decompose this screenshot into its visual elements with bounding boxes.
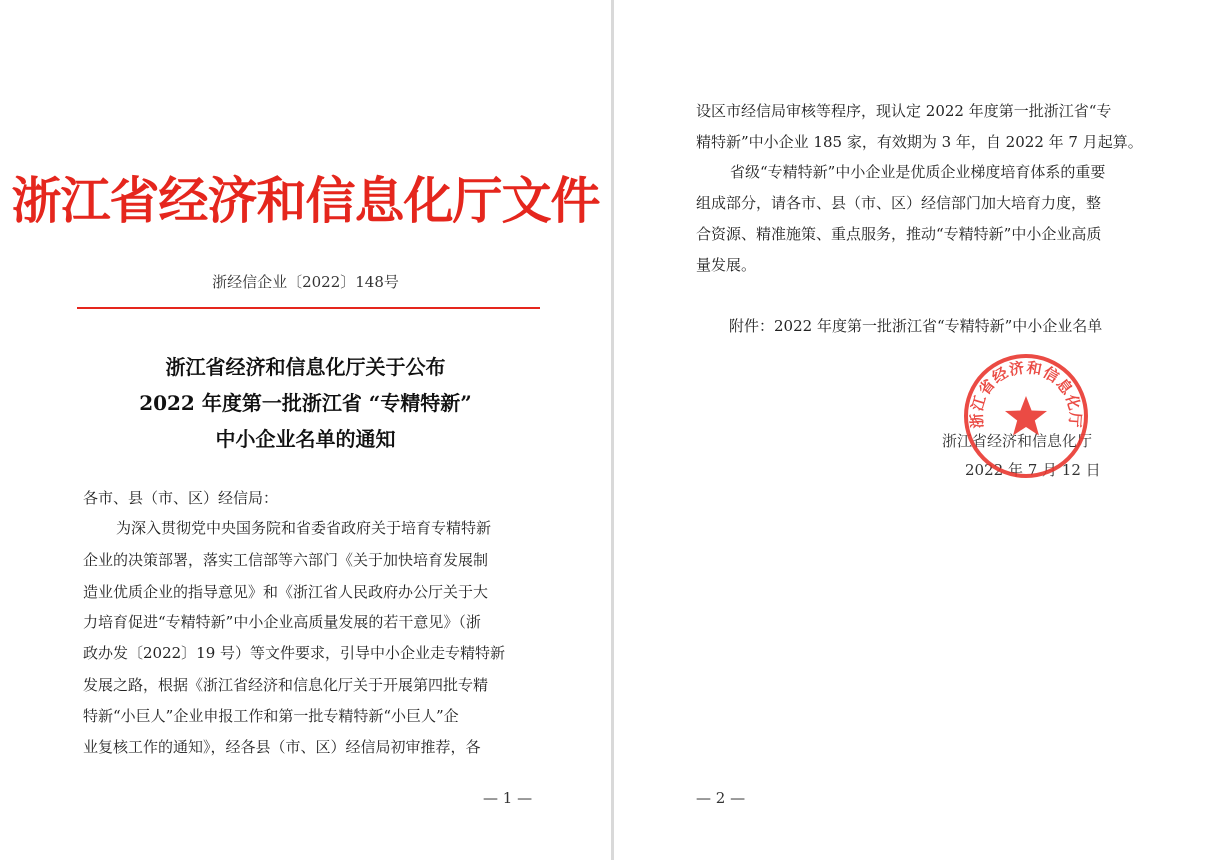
body-line: 省级“专精特新”中小企业是优质企业梯度培育体系的重要 <box>730 163 1106 181</box>
notice-title-line-2: 2022 年度第一批浙江省 “专精特新” <box>139 391 472 415</box>
body-line: 特新“小巨人”企业申报工作和第一批专精特新“小巨人”企 <box>83 707 459 725</box>
issue-date: 2022 年 7 月 12 日 <box>965 461 1101 479</box>
salutation: 各市、县（市、区）经信局： <box>83 489 279 507</box>
document-page-2 <box>614 0 1226 860</box>
official-seal-icon <box>962 352 1090 480</box>
document-header-title: 浙江省经济和信息化厅文件 <box>11 172 600 230</box>
body-line: 业复核工作的通知》，经各县（市、区）经信局初审推荐，各 <box>83 738 481 756</box>
attachment-line: 附件：2022 年度第一批浙江省“专精特新”中小企业名单 <box>729 317 1103 335</box>
body-line: 设区市经信局审核等程序，现认定 2022 年度第一批浙江省“专 <box>696 102 1112 120</box>
document-number: 浙经信企业〔2022〕148号 <box>212 273 399 291</box>
notice-title-line-1: 浙江省经济和信息化厅关于公布 <box>165 355 446 379</box>
body-line: 合资源、精准施策、重点服务，推动“专精特新”中小企业高质 <box>696 225 1102 243</box>
notice-title-line-3: 中小企业名单的通知 <box>215 427 396 451</box>
document-page-1 <box>0 0 611 860</box>
body-line: 造业优质企业的指导意见》和《浙江省人民政府办公厅关于大 <box>83 583 489 601</box>
body-line: 企业的决策部署，落实工信部等六部门《关于加快培育发展制 <box>83 551 489 569</box>
issuer-name: 浙江省经济和信息化厅 <box>942 432 1093 450</box>
page-number: — 1 — <box>483 789 533 807</box>
body-line: 量发展。 <box>696 256 757 274</box>
body-line: 力培育促进“专精特新”中小企业高质量发展的若干意见》（浙 <box>83 613 481 631</box>
body-line: 精特新”中小企业 185 家，有效期为 3 年，自 2022 年 7 月起算。 <box>696 133 1143 151</box>
body-line: 政办发〔2022〕19 号）等文件要求，引导中小企业走专精特新 <box>83 644 506 662</box>
seal-text: 浙江省经济和信息化厅 <box>967 358 1085 430</box>
body-line: 为深入贯彻党中央国务院和省委省政府关于培育专精特新 <box>116 519 492 537</box>
body-line: 发展之路，根据《浙江省经济和信息化厅关于开展第四批专精 <box>83 676 489 694</box>
page-number: — 2 — <box>696 789 746 807</box>
header-divider <box>77 307 540 309</box>
body-line: 组成部分，请各市、县（市、区）经信部门加大培育力度，整 <box>696 194 1102 212</box>
